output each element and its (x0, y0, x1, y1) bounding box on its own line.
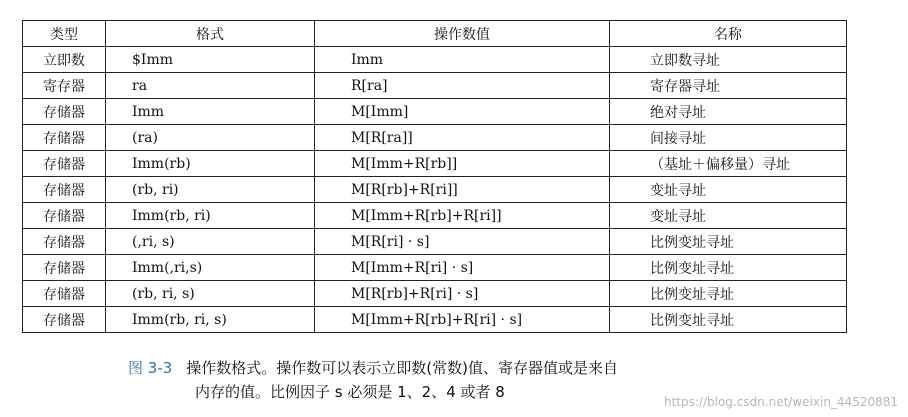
table-row (23, 229, 847, 255)
table-header-row (23, 21, 847, 47)
caption-line-2: 内存的值。比例因子 s 必须是 1、2、4 或者 8 (195, 383, 505, 401)
cell-operand-value: Imm (315, 47, 610, 73)
table-row (23, 73, 847, 99)
cell-format: (rb, ri) (106, 177, 315, 203)
table-row (23, 203, 847, 229)
cell-type: 存储器 (23, 125, 106, 151)
cell-format: Imm (106, 99, 315, 125)
cell-format: ra (106, 73, 315, 99)
cell-format: (rb, ri, s) (106, 281, 315, 307)
figure-caption (128, 356, 618, 404)
cell-format: $Imm (106, 47, 315, 73)
cell-name: 绝对寻址 (610, 99, 847, 125)
header-operand-value: 操作数值 (315, 21, 610, 47)
cell-format: Imm(rb, ri) (106, 203, 315, 229)
cell-name: 变址寻址 (610, 177, 847, 203)
cell-operand-value: M[Imm+R[rb]] (315, 151, 610, 177)
figure-number: 图 3-3 (128, 359, 173, 377)
cell-type: 存储器 (23, 307, 106, 333)
table-row (23, 307, 847, 333)
cell-operand-value: M[R[ri] · s] (315, 229, 610, 255)
cell-operand-value: M[Imm] (315, 99, 610, 125)
cell-name: 立即数寻址 (610, 47, 847, 73)
cell-name: 比例变址寻址 (610, 307, 847, 333)
cell-type: 存储器 (23, 255, 106, 281)
table-row (23, 125, 847, 151)
cell-operand-value: M[Imm+R[rb]+R[ri] · s] (315, 307, 610, 333)
cell-format: (,ri, s) (106, 229, 315, 255)
cell-operand-value: M[R[ra]] (315, 125, 610, 151)
cell-name: 比例变址寻址 (610, 229, 847, 255)
cell-type: 存储器 (23, 281, 106, 307)
cell-type: 存储器 (23, 99, 106, 125)
table-row (23, 47, 847, 73)
cell-type: 存储器 (23, 177, 106, 203)
watermark: https://blog.csdn.net/weixin_44520881 (663, 395, 898, 409)
cell-name: 变址寻址 (610, 203, 847, 229)
cell-name: 比例变址寻址 (610, 281, 847, 307)
cell-name: 比例变址寻址 (610, 255, 847, 281)
table-row (23, 151, 847, 177)
cell-operand-value: M[R[rb]+R[ri] · s] (315, 281, 610, 307)
cell-operand-value: R[ra] (315, 73, 610, 99)
cell-format: (ra) (106, 125, 315, 151)
cell-type: 存储器 (23, 151, 106, 177)
cell-type: 存储器 (23, 229, 106, 255)
header-format: 格式 (106, 21, 315, 47)
cell-name: 间接寻址 (610, 125, 847, 151)
cell-format: Imm(rb, ri, s) (106, 307, 315, 333)
cell-format: Imm(,ri,s) (106, 255, 315, 281)
cell-operand-value: M[R[rb]+R[ri]] (315, 177, 610, 203)
table-row (23, 177, 847, 203)
cell-type: 寄存器 (23, 73, 106, 99)
cell-operand-value: M[Imm+R[rb]+R[ri]] (315, 203, 610, 229)
operand-formats-table (22, 20, 847, 333)
cell-operand-value: M[Imm+R[ri] · s] (315, 255, 610, 281)
table-row (23, 255, 847, 281)
table-row (23, 99, 847, 125)
cell-format: Imm(rb) (106, 151, 315, 177)
table-row (23, 281, 847, 307)
cell-type: 立即数 (23, 47, 106, 73)
caption-line-1: 操作数格式。操作数可以表示立即数(常数)值、寄存器值或是来自 (186, 359, 618, 377)
cell-type: 存储器 (23, 203, 106, 229)
header-name: 名称 (610, 21, 847, 47)
cell-name: （基址＋偏移量）寻址 (610, 151, 847, 177)
header-type: 类型 (23, 21, 106, 47)
cell-name: 寄存器寻址 (610, 73, 847, 99)
